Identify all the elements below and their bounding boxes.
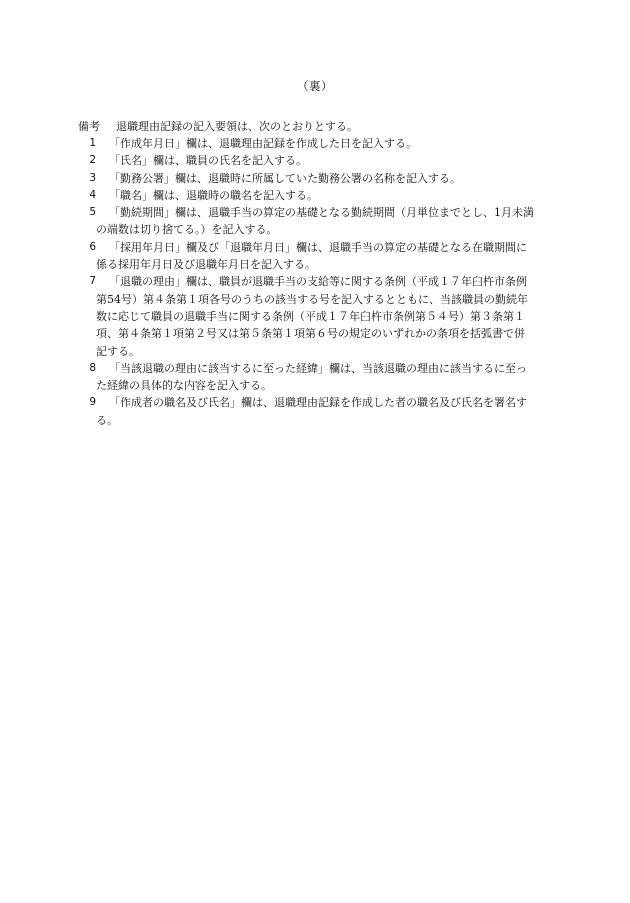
remarks-item-number: 3	[89, 171, 96, 184]
remarks-intro: 退職理由記録の記入要領は、次のとおりとする。	[116, 120, 358, 133]
remarks-item-line: 「当該退職の理由に該当するに至った経緯」欄は、当該退職の理由に該当するに至っ	[109, 361, 527, 375]
remarks-item-number: 2	[89, 154, 96, 167]
remarks-item-number: 5	[89, 206, 96, 219]
remarks-item-number: 6	[89, 240, 96, 253]
remarks-label: 備考	[78, 120, 100, 133]
remarks-item-line: 記する。	[96, 344, 140, 358]
remarks-item-line: 数に応じて職員の退職手当に関する条例（平成１７年臼杵市条例第５４号）第３条第１	[96, 309, 525, 323]
remarks-item-number: 9	[89, 396, 96, 409]
remarks-item	[86, 170, 556, 187]
remarks-item-line: 「氏名」欄は、職員の氏名を記入する。	[109, 154, 307, 168]
remarks-item	[86, 273, 556, 359]
remarks-list	[86, 135, 556, 429]
remarks-item-number: 4	[89, 188, 96, 201]
remarks-item-line: 係る採用年月日及び退職年月日を記入する。	[96, 258, 316, 272]
remarks-item-number: 8	[89, 361, 96, 374]
remarks-item	[86, 152, 556, 169]
remarks-item-line: 「作成年月日」欄は、退職理由記録を作成した日を記入する。	[109, 137, 417, 150]
remarks-item	[86, 135, 556, 152]
remarks-heading	[78, 118, 358, 134]
remarks-item-line: 第54号）第４条第１項各号のうちの該当する号を記入するとともに、当該職員の勤続年	[96, 292, 528, 306]
page-side-title: （裏）	[297, 79, 333, 93]
remarks-item-line: た経緯の具体的な内容を記入する。	[96, 379, 272, 393]
remarks-item	[86, 394, 556, 429]
remarks-item-line: る。	[96, 413, 118, 427]
remarks-item	[86, 239, 556, 274]
remarks-item-line: 「勤務公署」欄は、退職時に所属していた勤務公署の名称を記入する。	[109, 171, 461, 185]
remarks-item-line: 「職名」欄は、退職時の職名を記入する。	[109, 188, 318, 202]
remarks-item-line: 「作成者の職名及び氏名」欄は、退職理由記録を作成した者の職名及び氏名を署名す	[109, 396, 527, 410]
remarks-item	[86, 187, 556, 204]
remarks-item-line: 「勤続期間」欄は、退職手当の算定の基礎となる勤続期間（月単位までとし、1月未満	[109, 206, 534, 220]
remarks-item-line: 「採用年月日」欄及び「退職年月日」欄は、退職手当の算定の基礎となる在職期間に	[109, 240, 527, 254]
remarks-item-line: 「退職の理由」欄は、職員が退職手当の支給等に関する条例（平成１７年臼杵市条例	[109, 275, 527, 289]
remarks-item-number: 7	[89, 275, 96, 288]
remarks-item-number: 1	[89, 137, 96, 149]
remarks-item-line: 項、第４条第１項第２号又は第５条第１項第６号の規定のいずれかの条項を括弧書で併	[96, 327, 525, 341]
remarks-item	[86, 204, 556, 239]
remarks-item-line: の端数は切り捨てる。）を記入する。	[96, 223, 278, 237]
remarks-item	[86, 360, 556, 395]
